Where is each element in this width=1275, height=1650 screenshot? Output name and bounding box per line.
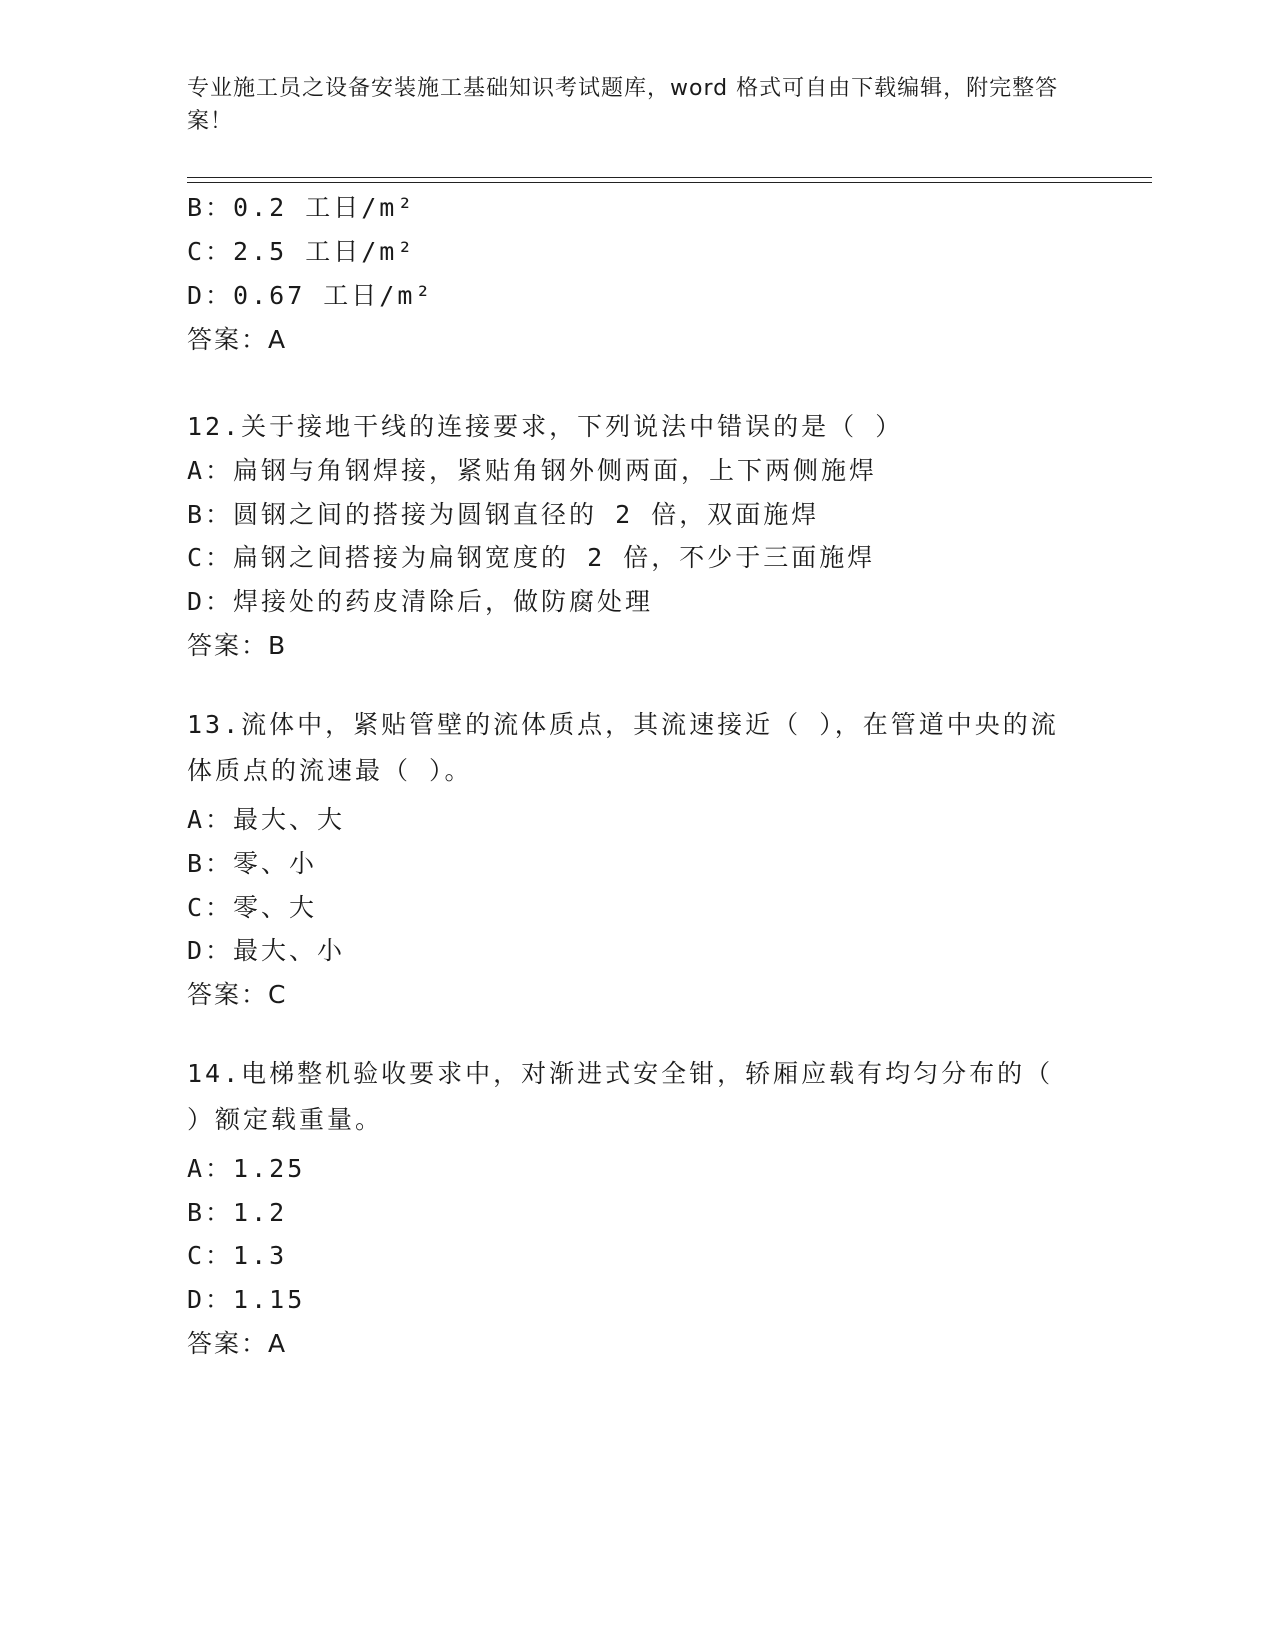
q14-option-b: B：1.2 (187, 1198, 288, 1227)
q13-option-b: B：零、小 (187, 849, 318, 878)
q12-question: 12.关于接地干线的连接要求，下列说法中错误的是（ ） (187, 412, 904, 441)
document-header: 专业施工员之设备安装施工基础知识考试题库，word 格式可自由下载编辑，附完整答案！ (187, 76, 1059, 134)
q14-option-d: D：1.15 (187, 1285, 306, 1314)
q11-option-d: D：0.67 工日/m² (187, 281, 434, 310)
q11-option-c: C：2.5 工日/m² (187, 237, 416, 266)
q12-answer: 答案：B (187, 631, 288, 660)
header-divider-bottom (187, 182, 1152, 183)
q13-question: 13.流体中，紧贴管壁的流体质点，其流速接近（ ），在管道中央的流体质点的流速最（ ）。 (187, 710, 1059, 785)
q14-option-c: C：1.3 (187, 1241, 288, 1270)
q12-option-a: A：扁钢与角钢焊接，紧贴角钢外侧两面，上下两侧施焊 (187, 456, 878, 485)
q13-option-c: C：零、大 (187, 893, 318, 922)
q12-option-b: B：圆钢之间的搭接为圆钢直径的 2 倍，双面施焊 (187, 500, 820, 529)
q11-option-b: B：0.2 工日/m² (187, 193, 416, 222)
q13-option-d: D：最大、小 (187, 936, 346, 965)
q12-option-d: D：焊接处的药皮清除后，做防腐处理 (187, 587, 654, 616)
q14-question: 14.电梯整机验收要求中，对渐进式安全钳，轿厢应载有均匀分布的（ ）额定载重量。 (187, 1059, 1054, 1134)
q13-answer: 答案：C (187, 980, 288, 1009)
q12-option-c: C：扁钢之间搭接为扁钢宽度的 2 倍，不少于三面施焊 (187, 543, 876, 572)
header-divider-top (187, 177, 1152, 178)
q14-answer: 答案：A (187, 1329, 288, 1358)
q13-option-a: A：最大、大 (187, 805, 346, 834)
q14-option-a: A：1.25 (187, 1154, 306, 1183)
q11-answer: 答案：A (187, 325, 288, 354)
